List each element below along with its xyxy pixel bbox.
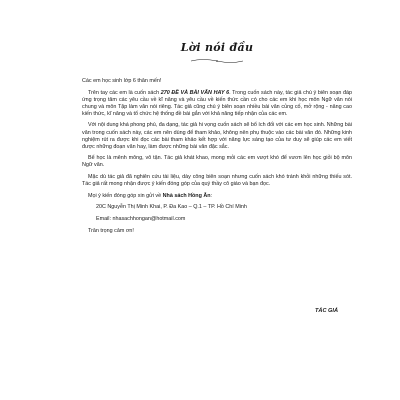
paragraph-1 <box>82 90 352 118</box>
publisher-name: Nhà sách Hồng Ân <box>162 192 211 199</box>
heading-block <box>82 0 352 78</box>
p5-text-a: Mọi ý kiến đóng góp xin gửi về <box>88 192 163 199</box>
p1-text-b: . Trong cuốn sách này, tác giả chú ý biên soạn đáp ứng trọng tâm các yêu cầu về kĩ năng và yêu cầu về kiến thức cần có cho các em khi học môn Ngữ văn nói chung và môn Tập làm văn nói riêng. Tác giả cũng chú ý biên soạn nhiều bài văn củng cố, mở rộng - nâng cao kiến thức, kĩ năng và tổ chức hệ thống đề bài gắn với khả năng tiếp nhận của các em. <box>82 89 352 117</box>
paragraph-3: Bể học là mênh mông, vô tận. Tác giả khát khao, mong mỏi các em vượt khó để vươn lên học giỏi bộ môn Ngữ văn. <box>82 155 352 169</box>
p5-text-b: : <box>210 192 213 199</box>
page-title: Lời nói đầu <box>180 41 254 54</box>
paragraph-4: Mặc dù tác giả đã nghiên cứu tài liệu, dày công biên soạn nhưng cuốn sách khó tránh khỏi những thiếu sót. Tác giả rất mong nhận được ý kiến đóng góp của quý thầy cô giáo và bạn đọc. <box>82 174 352 188</box>
publisher-address: 20C Nguyễn Thị Minh Khai, P. Đa Kao – Q.1 – TP. Hồ Chí Minh <box>96 204 247 211</box>
title-underline-ornament <box>189 58 245 64</box>
closing-line: Trân trọng cảm ơn! <box>88 227 134 234</box>
paragraph-2: Với nội dung khá phong phú, đa dạng, tác giả hi vọng cuốn sách sẽ bổ ích đối với các em học sinh. Những bài văn trong cuốn sách này, các em nên dùng để tham khảo, không nên phụ thuộc vào các bài văn đó. Những kinh nghiệm rút ra được khi đọc các bài tham khảo kết hợp với năng lực sáng tạo của tư duy sẽ giúp các em viết được những đoạn văn hay, làm được những bài văn đặc sắc. <box>82 122 352 150</box>
p1-text-a: Trên tay các em là cuốn sách <box>88 89 161 96</box>
publisher-email: Email: nhasachhongan@hotmail.com <box>96 215 186 222</box>
greeting: Các em học sinh lớp 6 thân mến! <box>82 78 162 84</box>
paragraph-5 <box>82 193 352 200</box>
book-title: 270 ĐỀ VÀ BÀI VĂN HAY 6 <box>160 89 230 96</box>
author-signature: TÁC GIẢ <box>315 308 338 314</box>
preface-body <box>82 78 352 235</box>
